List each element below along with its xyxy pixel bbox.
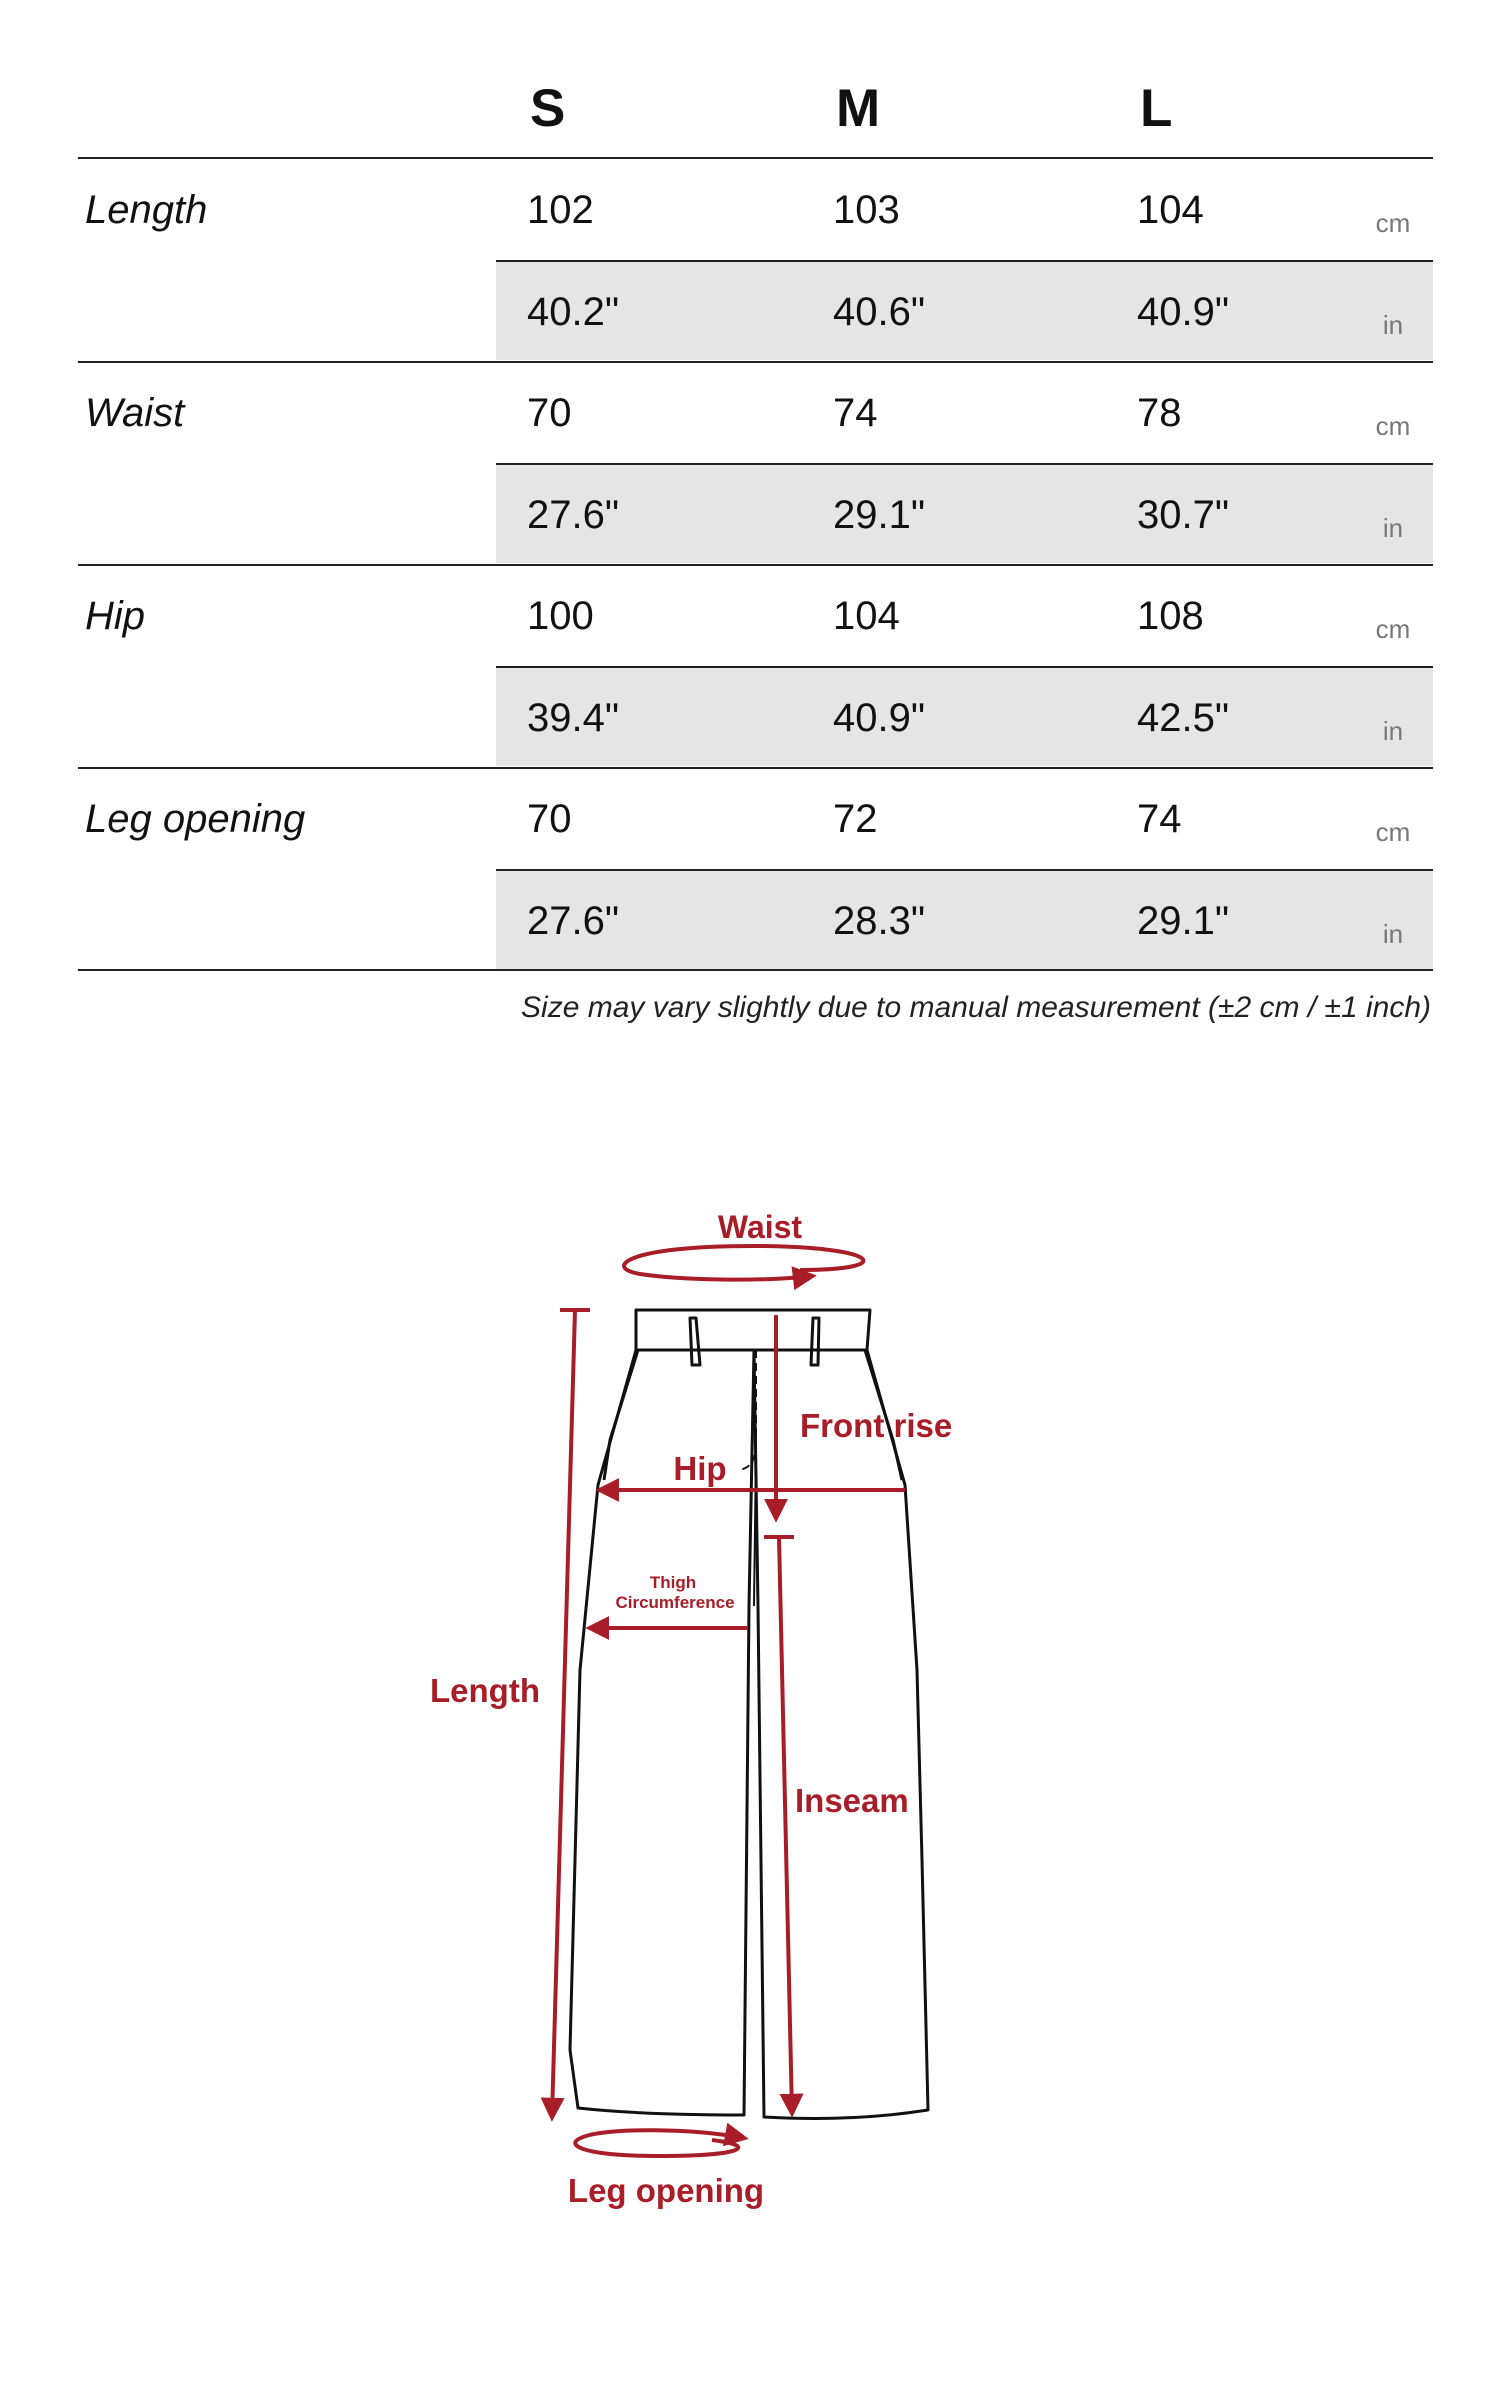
header-divider [78, 157, 1433, 159]
waist-s-cm: 70 [527, 391, 572, 435]
length-l-in: 40.9" [1137, 290, 1230, 334]
length-s-cm: 102 [527, 188, 594, 232]
size-header-l: L [1140, 79, 1173, 138]
waist-l-in: 30.7" [1137, 493, 1230, 537]
measurement-marks [552, 1246, 905, 2156]
leg-opening-l-cm: 74 [1137, 797, 1182, 841]
leg-opening-m-cm: 72 [833, 797, 878, 841]
label-inseam: Inseam [795, 1782, 909, 1819]
length-m-cm: 103 [833, 188, 900, 232]
measurement-note: Size may vary slightly due to manual measurement (±2 cm / ±1 inch) [521, 991, 1431, 1024]
length-inch-band [496, 262, 1433, 360]
size-header-s: S [530, 79, 566, 138]
pants-diagram-svg [0, 1150, 1500, 2300]
hip-l-in: 42.5" [1137, 696, 1230, 740]
unit-cm: cm [1375, 817, 1411, 847]
center-seam [754, 1350, 756, 1606]
right-leg-outline [754, 1350, 928, 2118]
waist-l-cm: 78 [1137, 391, 1182, 435]
leg-opening-s-cm: 70 [527, 797, 572, 841]
row-divider [78, 767, 1433, 769]
length-sub-divider [496, 260, 1433, 262]
unit-in: in [1382, 513, 1404, 543]
inseam-arrow [779, 1537, 792, 2113]
leg-opening-arrow [575, 2130, 744, 2156]
row-label-waist: Waist [85, 391, 185, 435]
size-chart-table [0, 0, 1500, 1050]
label-leg-opening: Leg opening [567, 2172, 765, 2209]
leg-opening-inch-band [496, 871, 1433, 969]
waist-arrow [624, 1246, 863, 1280]
unit-in: in [1382, 716, 1404, 746]
hip-s-in: 39.4" [527, 696, 620, 740]
hip-inch-band [496, 668, 1433, 766]
pants-measurement-diagram [0, 1150, 1500, 2300]
row-divider [78, 361, 1433, 363]
hip-l-cm: 108 [1137, 594, 1204, 638]
unit-cm: cm [1375, 614, 1411, 644]
waist-s-in: 27.6" [527, 493, 620, 537]
unit-cm: cm [1375, 208, 1411, 238]
waist-m-cm: 74 [833, 391, 878, 435]
length-l-cm: 104 [1137, 188, 1204, 232]
waist-inch-band [496, 465, 1433, 563]
row-divider [78, 564, 1433, 566]
label-thigh-line1: Thigh [649, 1573, 697, 1592]
length-m-in: 40.6" [833, 290, 926, 334]
row-label-leg-opening: Leg opening [85, 797, 306, 841]
hip-sub-divider [496, 666, 1433, 668]
leg-opening-sub-divider [496, 869, 1433, 871]
hip-m-cm: 104 [833, 594, 900, 638]
label-length: Length [430, 1672, 540, 1709]
leg-opening-s-in: 27.6" [527, 899, 620, 943]
row-label-hip: Hip [85, 594, 146, 638]
label-waist: Waist [717, 1209, 803, 1245]
table-bottom-divider [78, 969, 1433, 971]
size-header-m: M [836, 79, 881, 138]
label-thigh-line2: Circumference [615, 1593, 735, 1612]
hip-s-cm: 100 [527, 594, 594, 638]
unit-in: in [1382, 919, 1404, 949]
waist-m-in: 29.1" [833, 493, 926, 537]
row-label-length: Length [85, 188, 208, 232]
unit-in: in [1382, 310, 1404, 340]
length-s-in: 40.2" [527, 290, 620, 334]
label-hip: Hip [673, 1450, 727, 1487]
unit-cm: cm [1375, 411, 1411, 441]
hip-m-in: 40.9" [833, 696, 926, 740]
waist-sub-divider [496, 463, 1433, 465]
leg-opening-l-in: 29.1" [1137, 899, 1230, 943]
left-pocket [604, 1350, 638, 1480]
waistband [636, 1310, 870, 1350]
leg-opening-m-in: 28.3" [833, 899, 926, 943]
label-front-rise: Front rise [800, 1407, 953, 1444]
